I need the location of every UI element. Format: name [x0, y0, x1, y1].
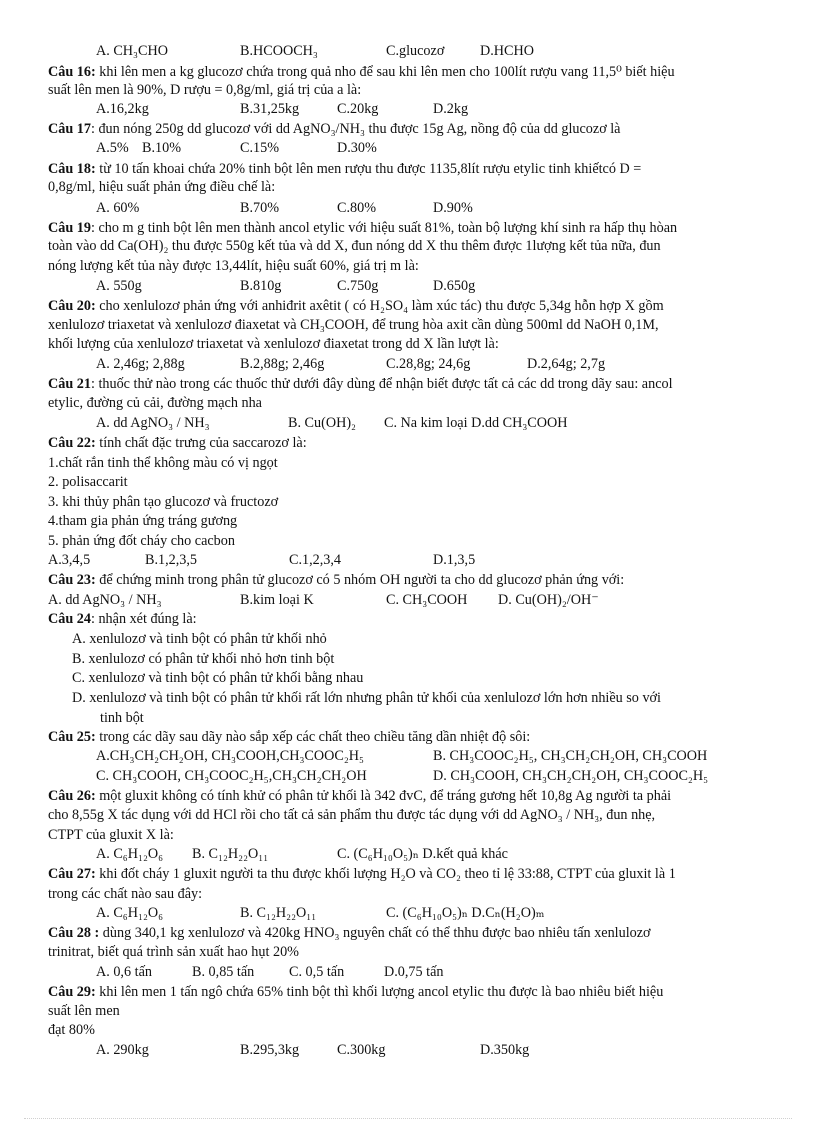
- q17-option-b: B.10%: [142, 140, 182, 156]
- q17-option-a: A.5%: [96, 140, 129, 156]
- top-option-c: C.glucozơ: [386, 43, 445, 59]
- q27-option-b: B. C₁₂H₂₂O₁₁: [240, 905, 317, 921]
- q29-option-b: B.295,3kg: [240, 1042, 300, 1058]
- q29-option-a: A. 290kg: [96, 1042, 149, 1058]
- q20-option-c: C.28,8g; 24,6g: [386, 356, 471, 372]
- q24-option-c: C. xenlulozơ và tinh bột có phân tử khối bằng nhau: [72, 670, 364, 686]
- q22-item-2: 2. polisaccarit: [48, 474, 128, 490]
- q23-option-a: A. dd AgNO₃ / NH₃: [48, 592, 162, 608]
- question-17-label: Câu 17: [48, 121, 91, 137]
- q25-option-d: D. CH₃COOH, CH₃CH₂CH₂OH, CH₃COOC₂H₅: [433, 768, 709, 784]
- q19-option-d: D.650g: [433, 278, 476, 294]
- q19-option-b: B.810g: [240, 278, 282, 294]
- question-23-line-1: [48, 572, 624, 589]
- question-28-label: Câu 28 :: [48, 925, 100, 941]
- question-28-text: dùng 340,1 kg xenlulozơ và 420kg HNO₃ nguyên chất có thể thhu được bao nhiêu tấn xenlulozơ: [102, 925, 651, 941]
- q27-option-a: A. C₆H₁₂O₆: [96, 905, 164, 921]
- q28-option-b: B. 0,85 tấn: [192, 964, 255, 980]
- q16-option-c: C.20kg: [337, 101, 379, 117]
- question-16-text: khi lên men a kg glucozơ chứa trong quả nho để sau khi lên men cho 100lít rượu vang 11,5⁰ biết hiệu: [99, 64, 675, 80]
- q28-option-c: C. 0,5 tấn: [289, 964, 345, 980]
- q16-option-a: A.16,2kg: [96, 101, 149, 117]
- question-27-label: Câu 27:: [48, 866, 96, 882]
- q22-option-c: C.1,2,3,4: [289, 552, 342, 568]
- q26-option-a: A. C₆H₁₂O₆: [96, 846, 164, 862]
- q29-option-c: C.300kg: [337, 1042, 386, 1058]
- question-18-line-1: [48, 161, 641, 178]
- q22-item-1: 1.chất rắn tinh thể không màu có vị ngọt: [48, 455, 278, 471]
- question-29-line-3: đạt 80%: [48, 1022, 95, 1038]
- question-16-label: Câu 16:: [48, 64, 96, 80]
- q17-option-c: C.15%: [240, 140, 280, 156]
- question-19-text: : cho m g tinh bột lên men thành ancol etylic với hiệu suất 81%, toàn bộ lượng khí sinh ra hấp thụ hòan: [90, 220, 678, 236]
- question-18-line-2: 0,8g/ml, hiệu suất phản ứng điều chế là:: [48, 179, 276, 195]
- question-27-line-2: trong các chất nào sau đây:: [48, 886, 203, 902]
- top-option-a: A. CH₃CHO: [96, 43, 168, 59]
- question-21-line-2: etylic, đường củ cải, đường mạch nha: [48, 395, 262, 411]
- top-option-d: D.HCHO: [480, 43, 534, 59]
- q23-option-c: C. CH₃COOH: [386, 592, 468, 608]
- q25-option-b: B. CH₃COOC₂H₅, CH₃CH₂CH₂OH, CH₃COOH: [433, 748, 708, 764]
- page-bottom-divider: [24, 1118, 792, 1119]
- q29-option-d: D.350kg: [480, 1042, 530, 1058]
- question-18-label: Câu 18:: [48, 161, 96, 177]
- question-19-line-2: toàn vào dd Ca(OH)₂ thu được 550g kết tủa và dd X, đun nóng dd X thu thêm được 1lượng kết tủa nữa, đun: [48, 238, 661, 254]
- question-18-text: từ 10 tấn khoai chứa 20% tinh bột lên men rượu thu được 1135,8lít rượu etylic tinh khiếtcó D =: [99, 161, 642, 177]
- question-19-line-1: [48, 220, 677, 237]
- question-16-line-1: [48, 64, 675, 81]
- question-21-line-1: [48, 376, 673, 393]
- q26-option-c: C. (C₆H₁₀O₅)ₙ D.kết quả khác: [337, 846, 508, 862]
- q28-option-a: A. 0,6 tấn: [96, 964, 152, 980]
- q21-option-c: C. Na kim loại D.dd CH₃COOH: [384, 415, 568, 431]
- question-25-line-1: [48, 729, 530, 746]
- question-16-line-2: suất lên men là 90%, D rượu = 0,8g/ml, giá trị của a là:: [48, 82, 362, 98]
- question-21-label: Câu 21: [48, 376, 91, 392]
- q18-option-d: D.90%: [433, 200, 473, 216]
- q22-item-3: 3. khi thủy phân tạo glucozơ và fructozơ: [48, 494, 279, 510]
- q20-option-d: D.2,64g; 2,7g: [527, 356, 606, 372]
- q21-option-b: B. Cu(OH)₂: [288, 415, 357, 431]
- question-20-line-3: khối lượng của xenlulozơ triaxetat và xenlulozơ điaxetat trong dd X lần lượt là:: [48, 336, 499, 352]
- question-25-text: trong các dãy sau dãy nào sắp xếp các chất theo chiều tăng dần nhiệt độ sôi:: [99, 729, 531, 745]
- q28-option-d: D.0,75 tấn: [384, 964, 444, 980]
- question-22-text: tính chất đặc trưng của saccarozơ là:: [99, 435, 307, 451]
- q24-option-a: A. xenlulozơ và tinh bột có phân tử khối nhỏ: [72, 631, 327, 647]
- q22-option-a: A.3,4,5: [48, 552, 91, 568]
- question-24-line-1: [48, 611, 197, 628]
- question-23-label: Câu 23:: [48, 572, 96, 588]
- q21-option-a: A. dd AgNO₃ / NH₃: [96, 415, 210, 431]
- q17-option-d: D.30%: [337, 140, 377, 156]
- q26-option-b: B. C₁₂H₂₂O₁₁: [192, 846, 269, 862]
- q19-option-c: C.750g: [337, 278, 379, 294]
- q18-option-c: C.80%: [337, 200, 377, 216]
- question-28-line-1: [48, 925, 651, 942]
- question-26-line-3: CTPT của gluxit X là:: [48, 827, 174, 843]
- question-22-line-1: [48, 435, 307, 452]
- question-28-line-2: trinitrat, biết quá trình sản xuất hao hụt 20%: [48, 944, 299, 960]
- question-25-label: Câu 25:: [48, 729, 96, 745]
- q27-option-c: C. (C₆H₁₀O₅)ₙ D.Cₙ(H₂O)ₘ: [386, 905, 545, 921]
- question-26-line-2: cho 8,55g X tác dụng với dd HCl rồi cho tất cả sản phẩm thu được tác dụng với dd AgNO₃ / NH₃, đun nhẹ,: [48, 807, 656, 823]
- q20-option-a: A. 2,46g; 2,88g: [96, 356, 185, 372]
- question-29-text: khi lên men 1 tấn ngô chứa 65% tinh bột thì khối lượng ancol etylic thu được là bao nhiêu biết hiệu: [99, 984, 664, 1000]
- question-19-line-3: nóng lượng kết tủa này được 13,44lít, hiệu suất 60%, giá trị m là:: [48, 258, 419, 274]
- q25-option-c: C. CH₃COOH, CH₃COOC₂H₅,CH₃CH₂CH₂OH: [96, 768, 367, 784]
- q19-option-a: A. 550g: [96, 278, 142, 294]
- q16-option-b: B.31,25kg: [240, 101, 300, 117]
- question-26-line-1: [48, 788, 671, 805]
- question-26-label: Câu 26:: [48, 788, 96, 804]
- question-17-line-1: [48, 121, 620, 138]
- q16-option-d: D.2kg: [433, 101, 469, 117]
- question-22-label: Câu 22:: [48, 435, 96, 451]
- top-option-b: B.HCOOCH₃: [240, 43, 318, 59]
- question-20-line-2: xenlulozơ triaxetat và xenlulozơ điaxetat và CH₃COOH, để trung hòa axit cần dùng 500ml dd NaOH 0,1M,: [48, 317, 659, 333]
- question-27-text: khi đốt cháy 1 gluxit người ta thu được khối lượng H₂O và CO₂ theo tỉ lệ 33:88, CTPT của gluxit là 1: [99, 866, 676, 882]
- question-20-line-1: [48, 298, 664, 315]
- question-29-line-1: [48, 984, 663, 1001]
- q18-option-a: A. 60%: [96, 200, 140, 216]
- question-24-text: : nhận xét đúng là:: [90, 611, 197, 627]
- q20-option-b: B.2,88g; 2,46g: [240, 356, 325, 372]
- question-20-text: cho xenlulozơ phản ứng với anhiđrit axêtit ( có H₂SO₄ làm xúc tác) thu được 5,34g hỗn hợp X gồm: [99, 298, 664, 314]
- q22-option-b: B.1,2,3,5: [145, 552, 198, 568]
- q23-option-d: D. Cu(OH)₂/OH⁻: [498, 592, 599, 608]
- q25-option-a: A.CH₃CH₂CH₂OH, CH₃COOH,CH₃COOC₂H₅: [96, 748, 364, 764]
- q22-item-5: 5. phản ứng đốt cháy cho cacbon: [48, 533, 235, 549]
- q23-option-b: B.kim loại K: [240, 592, 314, 608]
- q22-option-d: D.1,3,5: [433, 552, 476, 568]
- q22-item-4: 4.tham gia phản ứng tráng gương: [48, 513, 238, 529]
- question-19-label: Câu 19: [48, 220, 91, 236]
- question-24-label: Câu 24: [48, 611, 91, 627]
- question-29-label: Câu 29:: [48, 984, 96, 1000]
- q18-option-b: B.70%: [240, 200, 280, 216]
- question-21-text: : thuốc thử nào trong các thuốc thử dưới đây dùng để nhận biết được tất cả các dd trong dãy sau: ancol: [90, 376, 673, 392]
- question-29-line-2: suất lên men: [48, 1003, 120, 1019]
- q24-option-b: B. xenlulozơ có phân tử khối nhỏ hơn tinh bột: [72, 651, 335, 667]
- question-20-label: Câu 20:: [48, 298, 96, 314]
- q24-option-d-line-2: tinh bột: [100, 710, 144, 726]
- q24-option-d-line-1: D. xenlulozơ và tinh bột có phân tử khối rất lớn nhưng phân tử khối của xenlulozơ lớn hơn nhiều so với: [72, 690, 661, 706]
- question-27-line-1: [48, 866, 676, 883]
- question-17-text: : đun nóng 250g dd glucozơ với dd AgNO₃/NH₃ thu được 15g Ag, nồng độ của dd glucozơ là: [90, 121, 621, 137]
- question-26-text: một gluxit không có tính khử có phân tử khối là 342 đvC, để tráng gương hết 10,8g Ag người ta phải: [99, 788, 672, 804]
- question-23-text: để chứng minh trong phân tử glucozơ có 5 nhóm OH người ta cho dd glucozơ phản ứng với:: [99, 572, 625, 588]
